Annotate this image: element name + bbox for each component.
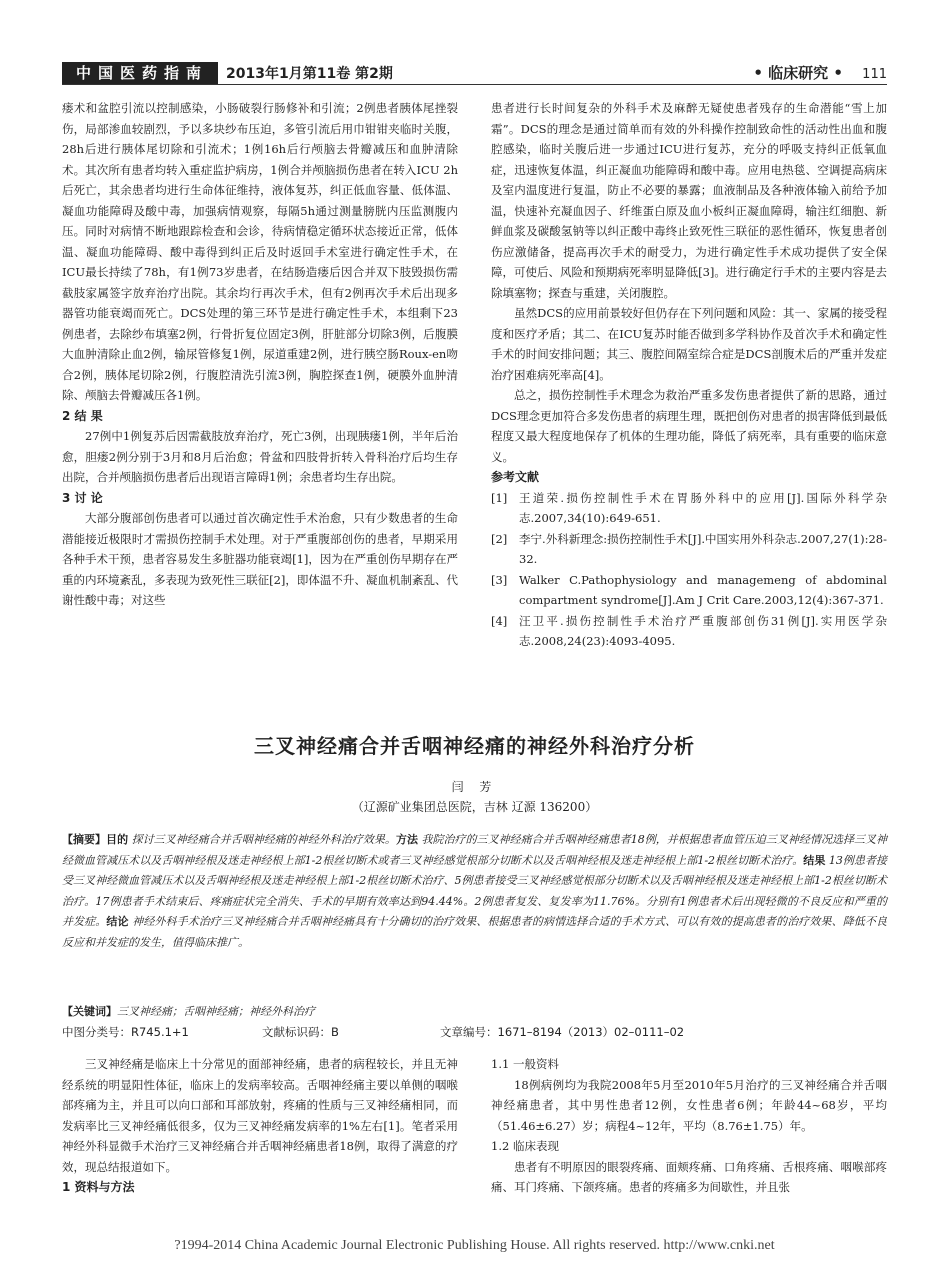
paragraph: 瘘术和盆腔引流以控制感染，小肠破裂行肠修补和引流；2例患者胰体尾挫裂伤，局部渗血较剧烈，予以多块纱布压迫，多管引流后用巾钳钳夹临时关腹，28h后进行胰体尾切除和引流术；1例16h后行颅脑去骨瓣减压和血肿清除术。其次所有患者均转入重症监护病房，1例合并颅脑损伤患者在转入ICU 2h后死亡，其余患者均进行生命体征维持，液体复苏，纠正低血容量、低体温、凝血功能障碍及酸中毒，加强病情观察，每隔5h通过测量膀胱内压监测腹内压。同时对病情不断地跟踪检查和会诊，待病情稳定循环状态接近正常，低体温、凝血功能障碍、酸中毒得到纠正后及时返回手术室进行确定性手术，在ICU最长持续了78h，有1例73岁患者，在结肠造瘘后因合并双下肢毁损伤需截肢家属签字放弃治疗出院。其余均行再次手术，但有2例再次手术后出现多器管功能衰竭而死亡。DCS处理的第三环节是进行确定性手术，本组剩下23例患者，去除纱布填塞2例，行骨折复位固定3例，肝脏部分切除3例，后腹膜大血肿清除止血2例，输尿管修复1例，尿道重建2例，进行胰空肠Roux-en吻合2例，胰体尾切除2例，行腹腔清洗引流3例，胸腔探查1例，硬膜外血肿清除、颅脑去骨瓣减压各1例。: [62, 101, 458, 402]
keywords-text: 三叉神经痛；舌咽神经痛；神经外科治疗: [117, 1005, 315, 1018]
paragraph: 三叉神经痛是临床上十分常见的面部神经痛，患者的病程较长，并且无神经系统的明显阳性体征，临床上的发病率较高。舌咽神经痛主要以单侧的咽喉部疼痛为主，并且可以向口部和耳部放射，疼痛的性质与三叉神经痛相同，而发病率比三叉神经痛低很多，仅为三叉神经痛发病率的1%左右[1]。笔者采用神经外科显微手术治疗三叉神经痛合并舌咽神经痛患者18例，取得了满意的疗效，现总结报道如下。: [62, 1057, 458, 1174]
reference-text: 汪卫平.损伤控制性手术治疗严重腹部创伤31例[J].实用医学杂志.2008,24(23):4093-4095.: [519, 613, 887, 648]
reference-list: [491, 488, 887, 652]
section-label: • 临床研究 •: [753, 64, 843, 82]
reference-item: [491, 570, 887, 611]
paragraph: 虽然DCS的应用前景较好但仍存在下列问题和风险：其一、家属的接受程度和医疗矛盾；其二、在ICU复苏时能否做到多学科协作及首次手术和确定性手术的时间安排问题；其三、腹腔间隔室综合症是DCS剖腹术后的严重并发症治疗困难病死率高[4]。: [491, 306, 887, 382]
classification-line: [62, 1024, 887, 1040]
abstract-text: 探讨三叉神经痛合并舌咽神经痛的神经外科治疗效果。: [131, 833, 396, 846]
section-heading: 3 讨 论: [62, 490, 103, 505]
header-rule: [62, 84, 887, 85]
abstract-label: 结果: [803, 853, 826, 867]
bottom-left-column: [62, 1054, 458, 1198]
paragraph: 27例中1例复苏后因需截肢放弃治疗，死亡3例，出现胰瘘1例，半年后治愈，胆瘘2例分别于3月和8月后治愈；骨盆和四肢骨折转入骨科治疗后均生存出院，合并颅脑损伤患者后出现语言障碍1例；余患者均生存出院。: [62, 429, 458, 484]
paragraph: 18例病例均为我院2008年5月至2010年5月治疗的三叉神经痛合并舌咽神经痛患者，其中男性患者12例，女性患者6例；年龄44~68岁，平均（51.46±6.27）岁；病程4~12年，平均（8.76±1.75）年。: [491, 1077, 887, 1133]
page-number: 111: [862, 67, 887, 82]
document-code: 文献标识码：B: [262, 1025, 339, 1039]
reference-item: [491, 488, 887, 529]
keywords: [62, 1002, 887, 1022]
copyright-footer: ?1994-2014 China Academic Journal Electronic Publishing House. All rights reserved. http://www.cnki.net: [174, 1238, 775, 1253]
abstract-text: 我院治疗的三叉神经痛合并舌咽神经痛患者18例，并根据患者血管压迫三叉神经情况选择三叉神经微血管减压术以及舌咽神经根及迷走神经根上部1-2根丝切断术或者三叉神经感觉根部分切断术以及舌咽神经根及迷走神经根上部1-2根丝切断术治疗。: [62, 833, 888, 867]
paragraph: 患者有不明原因的眼裂疼痛、面颊疼痛、口角疼痛、舌根疼痛、咽喉部疼痛、耳门疼痛、下颌疼痛。患者的疼痛多为间歇性，并且张: [491, 1159, 887, 1194]
abstract-label: 【摘要】目的: [62, 833, 129, 846]
reference-number: [1]: [491, 490, 508, 505]
abstract: [62, 830, 887, 953]
running-head: [753, 62, 887, 83]
reference-item: [491, 611, 887, 652]
right-column: [491, 98, 887, 652]
keywords-label: 【关键词】: [62, 1005, 117, 1018]
journal-name: 中国医药指南: [62, 62, 218, 84]
left-column: [62, 98, 458, 611]
affiliation: （辽源矿业集团总医院，吉林 辽源 136200）: [351, 800, 598, 814]
paragraph: 患者进行长时间复杂的外科手术及麻醉无疑使患者残存的生命潜能“雪上加霜”。DCS的理念是通过简单而有效的外科操作控制致命性的活动性出血和腹腔感染，临时关腹后进一步通过ICU进行复苏，充分的呼吸支持纠正低氧血症，迅速恢复体温，纠正凝血功能障碍和酸中毒。应用电热毯、空调提高病床及室内温度进行复温，防止不必要的暴露；血液制品及各种液体输入前给予加温，快速补充凝血因子、纤维蛋白原及血小板纠正凝血障碍，输注红细胞、新鲜血浆及碳酸氢钠等以纠正酸中毒终止致死性三联征的恶性循环，恢复患者创伤应激储备，提高再次手术的耐受力，为进行确定性手术成功提供了安全保障，可使后、风险和预期病死率明显降低[3]。进行确定行手术的主要内容是去除填塞物；探查与重建，关闭腹腔。: [491, 101, 887, 300]
paragraph: 1.1 一般资料: [491, 1057, 559, 1071]
paragraph: 1.2 临床表现: [491, 1139, 559, 1153]
section-heading: 2 结 果: [62, 408, 103, 423]
clc-number: 中图分类号：R745.1+1: [62, 1025, 189, 1039]
reference-number: [2]: [491, 531, 508, 546]
abstract-text: 神经外科手术治疗三叉神经痛合并舌咽神经痛具有十分确切的治疗效果、根据患者的病情选择合适的手术方式、可以有效的提高患者的治疗效果、降低不良反应和并发症的发生，值得临床推广。: [62, 915, 888, 949]
section-heading: 参考文献: [491, 470, 540, 484]
section-heading: 1 资料与方法: [62, 1180, 135, 1194]
paragraph: 总之，损伤控制性手术理念为救治严重多发伤患者提供了新的思路，通过DCS理念更加符合多发伤患者的病理生理，既把创伤对患者的损害降低到最低程度又最大程度地保存了机体的生理功能，降低了病死率，具有重要的临床意义。: [491, 388, 887, 464]
reference-item: [491, 529, 887, 570]
reference-text: Walker C.Pathophysiology and managemeng of abdominal compartment syndrome[J].Am J Crit Care.2003,12(4):367-371.: [519, 572, 887, 607]
reference-text: 王道荣.损伤控制性手术在胃肠外科中的应用[J].国际外科学杂志.2007,34(10):649-651.: [519, 490, 887, 525]
paragraph: 大部分腹部创伤患者可以通过首次确定性手术治愈，只有少数患者的生命潜能接近极限时才需损伤控制手术处理。对于严重腹部创伤的患者，早期采用各种手术干预，患者容易发生多脏器功能衰竭[1]，因为在严重创伤早期存在严重的内环境紊乱，多表现为致死性三联征[2]，即体温不升、凝血机制紊乱、代谢性酸中毒；对这些: [62, 511, 458, 607]
abstract-label: 结论: [106, 915, 129, 928]
reference-number: [4]: [491, 613, 508, 628]
issue-info: 2013年1月第11卷 第2期: [226, 66, 393, 82]
journal-header: [62, 62, 393, 84]
author: 闫 芳: [451, 780, 498, 794]
abstract-label: 方法: [395, 833, 418, 846]
bottom-right-column: [491, 1054, 887, 1198]
article-number: 文章编号：1671–8194（2013）02–0111–02: [440, 1025, 685, 1039]
reference-number: [3]: [491, 572, 508, 587]
article-title: 三叉神经痛合并舌咽神经痛的神经外科治疗分析: [254, 734, 695, 758]
reference-text: 李宁.外科新理念:损伤控制性手术[J].中国实用外科杂志.2007,27(1):28-32.: [519, 531, 887, 566]
abstract-text: 13例患者接受三叉神经微血管减压术以及舌咽神经根及迷走神经根上部1-2根丝切断术治疗、5例患者接受三叉神经感觉根部分切断术以及舌咽神经根及迷走神经根上部1-2根丝切断术治疗。17例患者手术结束后、疼痛症状完全消失、手术的早期有效率达到94.44%。2例患者复发、复发率为11.76%。分别有1例患者术后出现轻微的不良反应和严重的并发症。: [62, 853, 888, 928]
